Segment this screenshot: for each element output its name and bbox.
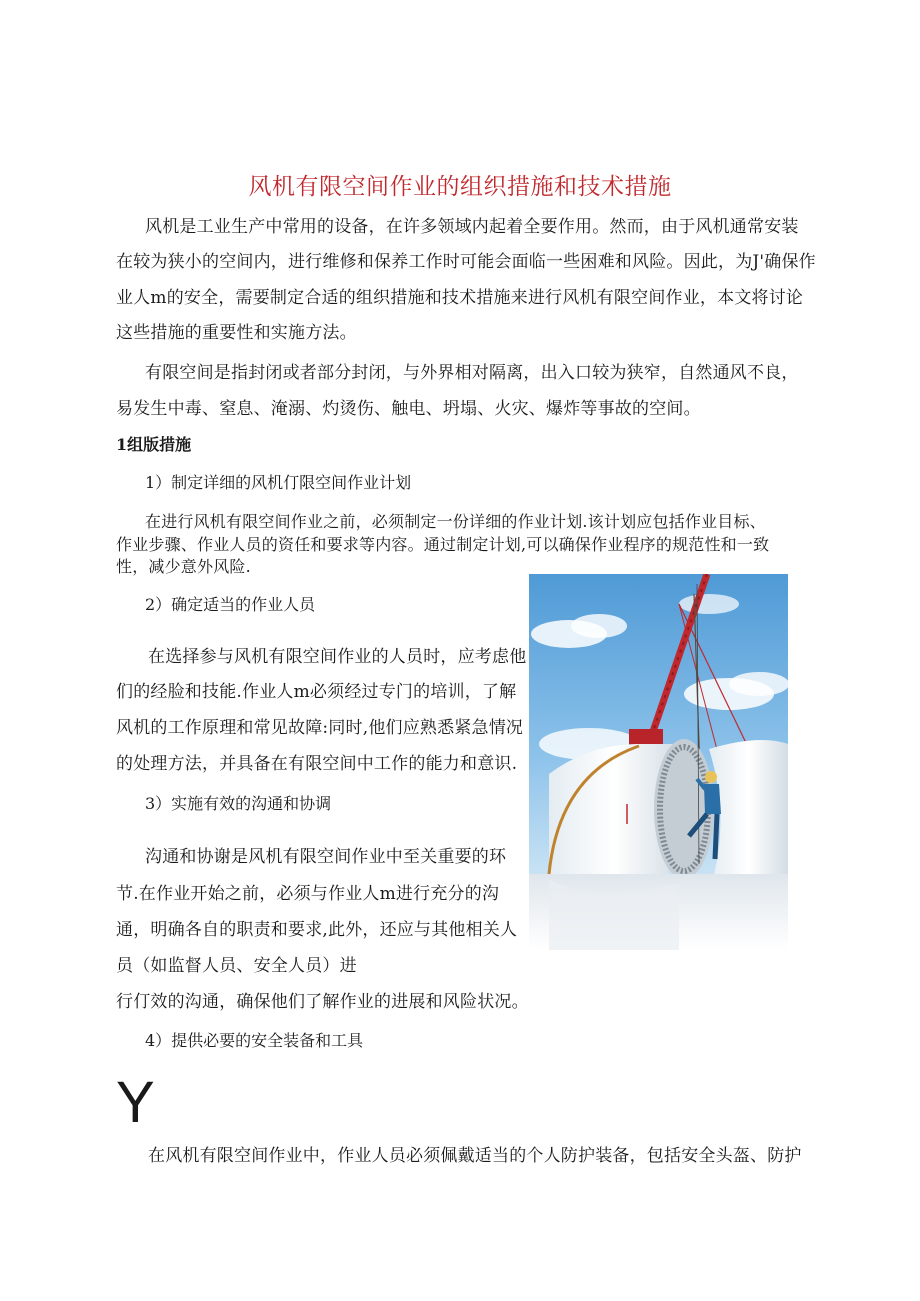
text-line: 作业步骤、作业人员的资任和要求等内容。通过制定计划,可以确保作业程序的规范性和一致 [116, 535, 770, 554]
text-line: 在较为狭小的空间内，进行维修和保养工作时可能会面临一些困难和风险。因此，为J'确保作 [116, 252, 816, 272]
item-heading-1: 1）制定详细的风机仃限空间作业计划 [145, 473, 412, 492]
text-line: 这些措施的重要性和实施方法。 [116, 323, 357, 343]
text-line: 行仃效的沟通，确保他们了解作业的进展和风险状况。 [116, 992, 529, 1012]
text-line: 有限空间是指封闭或者部分封闭，与外界相对隔离，出入口较为狭窄，自然通风不良， [145, 363, 799, 383]
text-line: 通，明确各自的职责和要求,此外，还应与其他相关人 [116, 920, 518, 940]
text-line: 员（如监督人员、安全人员）进 [116, 956, 357, 976]
text-line: 性，减少意外风险. [116, 557, 251, 576]
text-line: 在进行风机有限空间作业之前，必须制定一份详细的作业计划.该计划应包括作业目标、 [145, 512, 766, 531]
item-heading-2: 2）确定适当的作业人员 [145, 595, 316, 614]
wind-turbine-illustration [529, 574, 788, 950]
large-letter: Y [116, 1070, 155, 1135]
wind-turbine-photo [529, 574, 788, 950]
section-heading: 1组版措施 [116, 435, 192, 454]
text-line: 风机的工作原理和常见故障:同时,他们应熟悉紧急情况 [116, 718, 524, 738]
text-line: 业人m的安全，需要制定合适的组织措施和技术措施来进行风机有限空间作业，本文将讨论 [116, 288, 804, 308]
text-line: 节.在作业开始之前，必须与作业人m进行充分的沟 [116, 884, 500, 904]
item-heading-3: 3）实施有效的沟通和协调 [145, 794, 332, 813]
text-line: 们的经脸和技能.作业人m必须经过专门的培训，了解 [116, 682, 517, 702]
item-heading-4: 4）提供必要的安全装备和工具 [145, 1031, 364, 1050]
text-line: 易发生中毒、窒息、淹溺、灼烫伤、触电、坍塌、火灾、爆炸等事故的空间。 [116, 399, 701, 419]
text-line: 的处理方法，并具备在有限空间中工作的能力和意识. [116, 754, 518, 774]
text-line: 风机是工业生产中常用的设备，在许多领域内起着全要作用。然而，由于风机通常安装 [145, 217, 799, 237]
text-line: 沟通和协谢是风机有限空间作业中至关重要的环 [145, 847, 507, 867]
text-line: 在选择参与风机有限空间作业的人员时，应考虑他 [148, 647, 527, 667]
text-line: 在风机有限空间作业中，作业人员必须佩戴适当的个人防护装备，包括安全头盔、防护 [148, 1146, 802, 1166]
page-title: 风机有限空间作业的组织措施和技术措施 [248, 174, 672, 200]
